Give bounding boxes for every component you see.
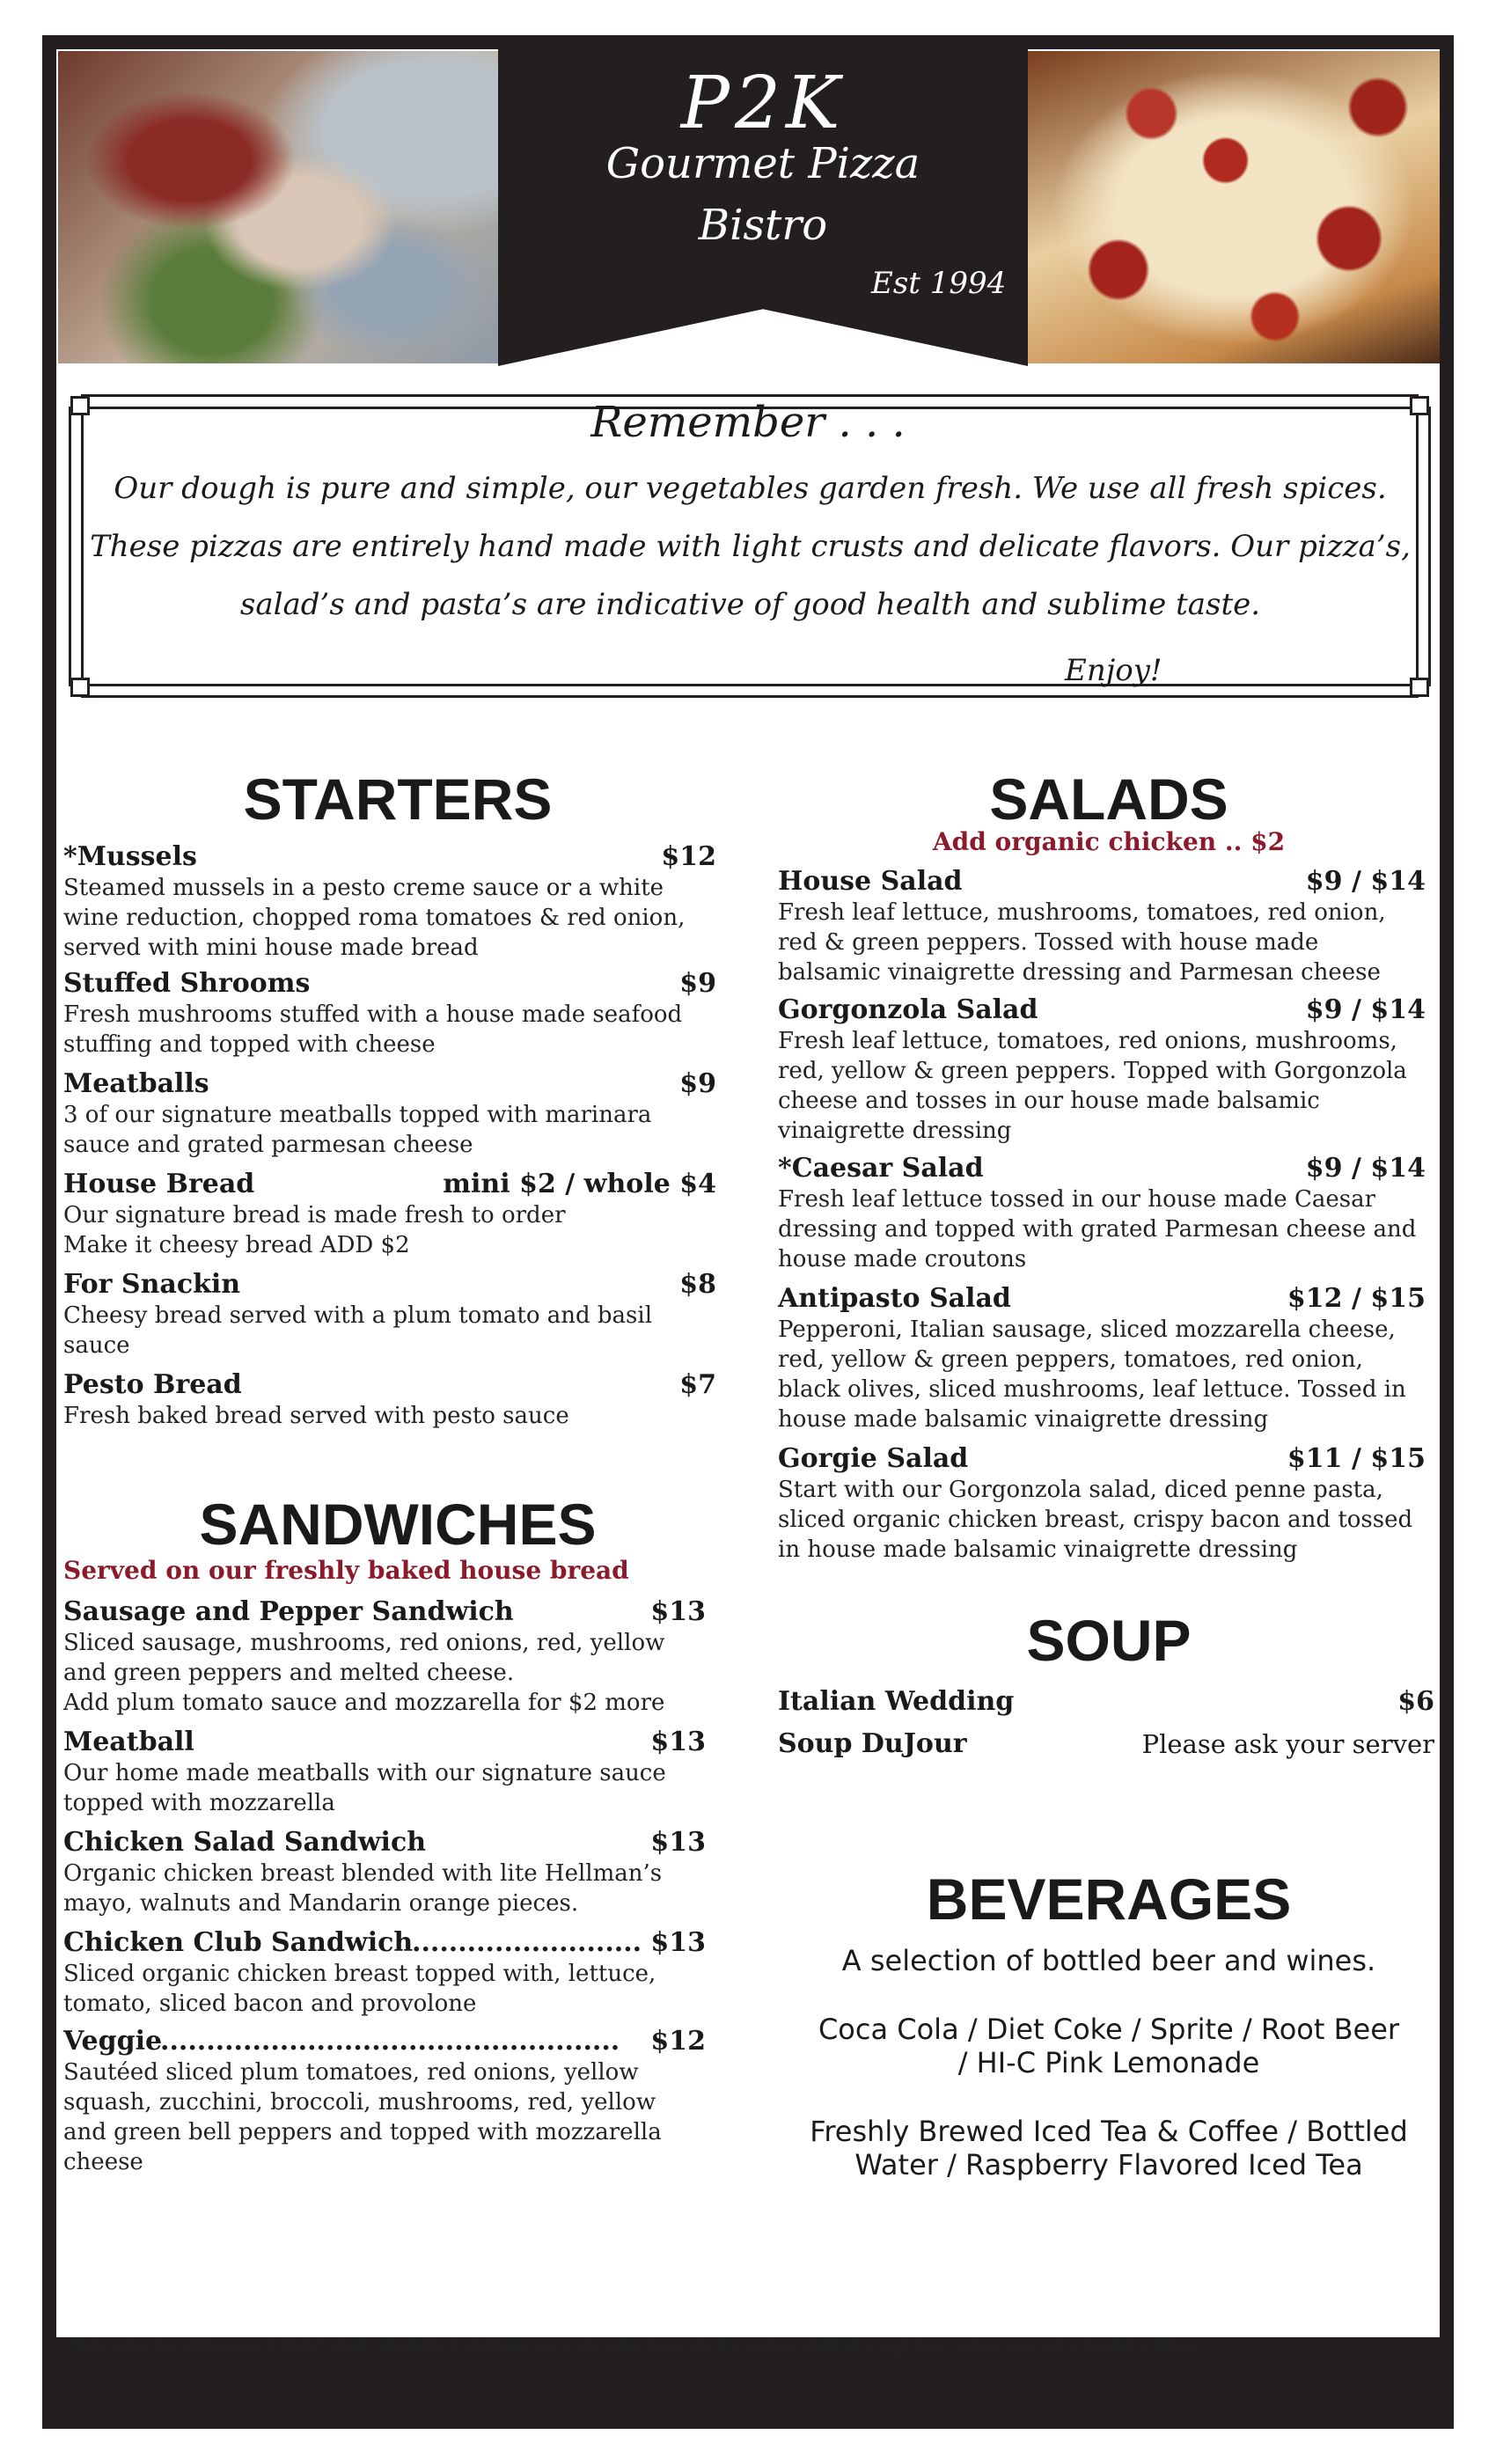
item-name: *Mussels — [63, 841, 197, 872]
item-name: Meatballs — [63, 1068, 209, 1099]
item-price: mini $2 / whole $4 — [443, 1169, 716, 1199]
item-name: Veggie — [63, 2026, 163, 2057]
item-price: $9 — [679, 1068, 716, 1099]
item-price: $6 — [1397, 1686, 1434, 1717]
item-description: Our signature bread is made fresh to order — [63, 1202, 566, 1228]
soup-title: SOUP — [1026, 1608, 1192, 1673]
item-price: $8 — [679, 1269, 716, 1300]
item-name: Chicken Salad Sandwich — [63, 1827, 427, 1858]
item-price: $12 / $15 — [1287, 1283, 1426, 1314]
item-price: $12 — [650, 2026, 706, 2057]
beverages-title: BEVERAGES — [926, 1866, 1292, 1932]
beverages-beer-wine: A selection of bottled beer and wines. — [841, 1944, 1376, 1977]
item-description-addon: Make it cheesy bread ADD $2 — [63, 1232, 410, 1258]
item-description: Our home made meatballs with our signature sauce topped with mozzarella — [63, 1760, 666, 1816]
menu-item — [63, 968, 716, 1060]
item-description: 3 of our signature meatballs topped with marinara sauce and grated parmesan cheese — [63, 1102, 652, 1158]
item-name: Soup DuJour — [778, 1728, 967, 1759]
menu-item — [63, 1369, 716, 1431]
item-price: $11 / $15 — [1287, 1443, 1426, 1474]
menu-item — [778, 866, 1426, 987]
beverages-sodas: Coca Cola / Diet Coke / Sprite / Root Beer — [818, 2013, 1400, 2046]
menu-item — [63, 1727, 706, 1818]
item-price: $9 / $14 — [1305, 866, 1426, 897]
beverages-sodas-cont: / HI-C Pink Lemonade — [957, 2046, 1260, 2079]
item-name: House Bread — [63, 1169, 255, 1199]
dot-leader: .................................................. — [160, 2026, 620, 2057]
salad-photo — [58, 51, 498, 363]
item-description: Sliced organic chicken breast topped with, lettuce, tomato, sliced bacon and provolone — [63, 1961, 656, 2017]
menu-item — [63, 1269, 716, 1360]
salads-title: SALADS — [989, 766, 1228, 832]
item-name: Sausage and Pepper Sandwich — [63, 1596, 514, 1627]
item-price: $13 — [650, 1596, 706, 1627]
salads-subtitle: Add organic chicken .. $2 — [932, 827, 1286, 856]
menu-item — [63, 1169, 716, 1260]
item-price: $9 / $14 — [1305, 1153, 1426, 1184]
item-description: Fresh leaf lettuce, tomatoes, red onions, mushrooms, red, yellow & green peppers. Topped with Gorgonzola cheese and tosses in our house made balsamic vinaigrette dressing — [778, 1028, 1407, 1144]
item-price: $9 — [679, 968, 716, 999]
item-name: Italian Wedding — [778, 1686, 1015, 1717]
item-description: Fresh baked bread served with pesto sauce — [63, 1403, 569, 1429]
logo-subtitle: Gourmet Pizza — [605, 139, 920, 188]
item-description: Steamed mussels in a pesto creme sauce or a white wine reduction, chopped roma tomatoes & red onion, served with mini house made bread — [63, 875, 686, 961]
remember-body: Our dough is pure and simple, our vegetables garden fresh. We use all fresh spices. These pizzas are entirely hand made with light crusts and delicate flavors. Our pizza’s, salad’s and pasta’s are indicative of good health and sublime taste. — [90, 471, 1411, 622]
item-name: Gorgonzola Salad — [778, 994, 1038, 1025]
item-description: Cheesy bread served with a plum tomato and basil sauce — [63, 1302, 653, 1359]
menu-item — [63, 2026, 706, 2177]
item-name: For Snackin — [63, 1269, 241, 1300]
dot-leader: ......................... — [412, 1927, 642, 1958]
item-description: Fresh leaf lettuce, mushrooms, tomatoes, red onion, red & green peppers. Tossed with house made balsamic vinaigrette dressing and Parmesan cheese — [778, 899, 1386, 986]
item-price: $13 — [650, 1927, 706, 1958]
sandwiches-subtitle: Served on our freshly baked house bread — [63, 1556, 629, 1585]
remember-title: Remember . . . — [590, 398, 906, 447]
item-name: House Salad — [778, 866, 963, 897]
pizza-photo — [1028, 51, 1440, 363]
item-description: Start with our Gorgonzola salad, diced penne pasta, sliced organic chicken breast, crispy bacon and tossed in house made balsamic vinaigrette dressing — [778, 1477, 1413, 1563]
item-name: Antipasto Salad — [778, 1283, 1011, 1314]
menu-item — [778, 1686, 1434, 1718]
item-price: Please ask your server — [1141, 1729, 1434, 1759]
item-description: Fresh leaf lettuce tossed in our house made Caesar dressing and topped with grated Parmesan cheese and house made croutons — [778, 1186, 1417, 1272]
logo-established: Est 1994 — [871, 266, 1007, 301]
item-name: Stuffed Shrooms — [63, 968, 311, 999]
menu-item — [778, 1283, 1426, 1434]
logo-bistro: Bistro — [698, 201, 828, 250]
item-name: Chicken Club Sandwich — [63, 1927, 414, 1958]
item-name: Meatball — [63, 1727, 194, 1757]
logo-name: P2K — [680, 62, 846, 145]
item-description: Sautéed sliced plum tomatoes, red onions, yellow squash, zucchini, broccoli, mushrooms, red, yellow and green bell peppers and topped with mozzarella cheese — [63, 2059, 662, 2175]
footer-disclaimer: *These items may contain raw or undercooked ingredients. Consuming raw or uncooked meats, poultry, seafood, shellfish or eggs may increase your risk of foodborne illness. — [58, 2334, 1200, 2355]
corner-ornament — [70, 678, 90, 697]
item-name: *Caesar Salad — [778, 1153, 984, 1184]
item-price: $13 — [650, 1827, 706, 1858]
starters-title: STARTERS — [243, 766, 553, 832]
item-description: Pepperoni, Italian sausage, sliced mozzarella cheese, red, yellow & green peppers, tomatoes, red onion, black olives, sliced mushrooms, leaf lettuce. Tossed in house made balsamic vinaigrette dressing — [778, 1316, 1406, 1433]
menu-item — [63, 841, 716, 963]
item-description-addon: Add plum tomato sauce and mozzarella for $2 more — [63, 1690, 665, 1716]
item-name: Gorgie Salad — [778, 1443, 969, 1474]
menu-item — [778, 994, 1426, 1146]
sandwiches-title: SANDWICHES — [199, 1492, 597, 1557]
menu-item — [63, 1827, 706, 1918]
item-name: Pesto Bread — [63, 1369, 242, 1400]
item-price: $7 — [679, 1369, 716, 1400]
item-description: Organic chicken breast blended with lite Hellman’s mayo, walnuts and Mandarin orange pieces. — [63, 1860, 663, 1917]
menu-item — [63, 1927, 706, 2019]
item-price: $9 / $14 — [1305, 994, 1426, 1025]
corner-ornament — [1410, 678, 1429, 697]
beverages-tea-coffee: Freshly Brewed Iced Tea & Coffee / Bottled — [810, 2115, 1408, 2148]
beverages-tea-coffee-cont: Water / Raspberry Flavored Iced Tea — [854, 2148, 1363, 2182]
item-description: Fresh mushrooms stuffed with a house made seafood stuffing and topped with cheese — [63, 1001, 683, 1058]
item-description: Sliced sausage, mushrooms, red onions, red, yellow and green peppers and melted cheese. — [63, 1630, 665, 1686]
menu-item — [63, 1596, 706, 1718]
menu-item — [778, 1153, 1426, 1274]
menu-item — [778, 1443, 1426, 1565]
remember-signoff: Enjoy! — [1065, 653, 1162, 688]
item-price: $13 — [650, 1727, 706, 1757]
item-price: $12 — [661, 841, 716, 872]
menu-item — [778, 1728, 1434, 1760]
menu-item — [63, 1068, 716, 1160]
